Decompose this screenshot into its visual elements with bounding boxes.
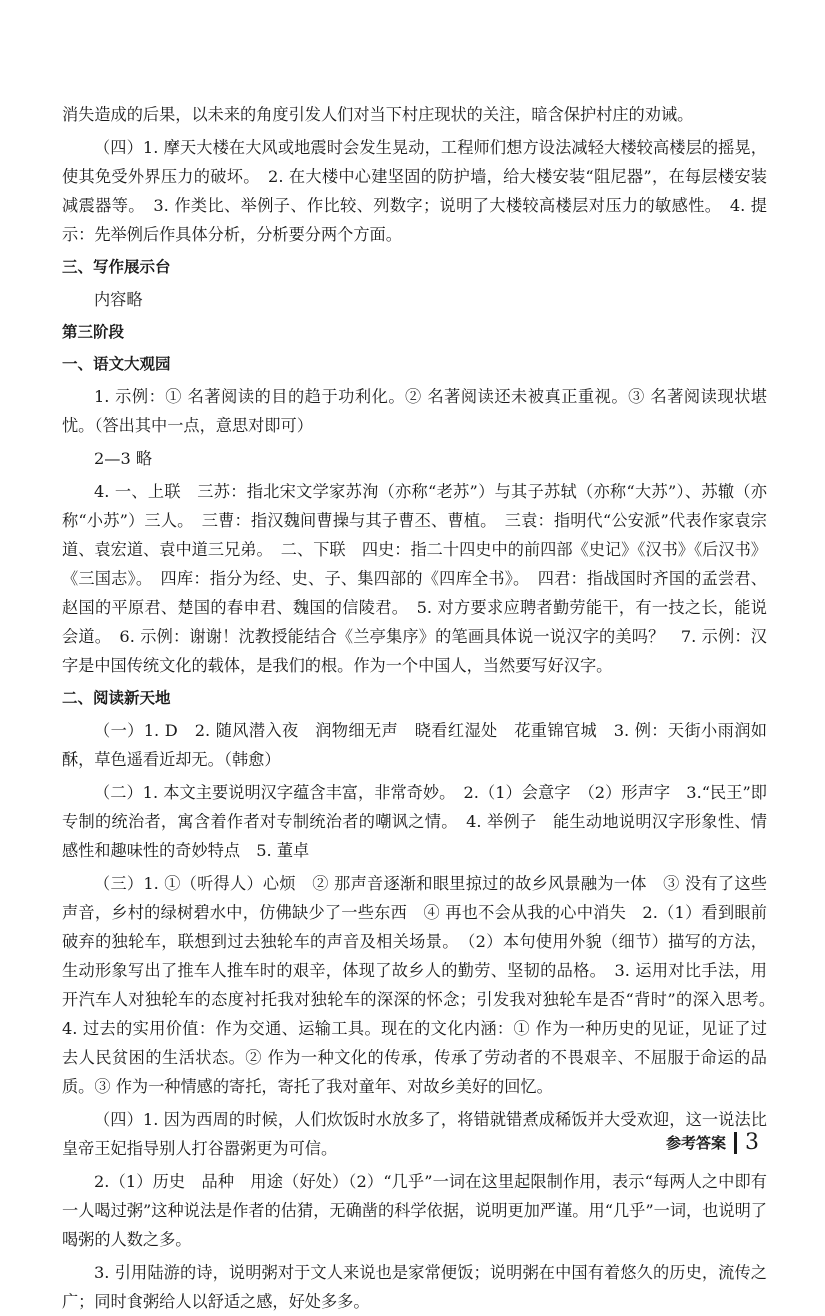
paragraph-reading-three: （三）1. ①（听得人）心烦 ② 那声音逐渐和眼里掠过的故乡风景融为一体 ③ 没有了这些声音，乡村的绿树碧水中，仿佛缺少了一些东西 ④ 再也不会从我的心中消失 2.（1）看到眼前破弃的独轮车，联想到过去独轮车的声音及相关场景。 （2）本句使用外貌（细节）描写的方法，生动形象写出了推车人推车时的艰辛，体现了故乡人的勤劳、坚韧的品格。 3. 运用对比手法，用开汽车人对独轮车的态度衬托我对独轮车的深深的怀念；引发我对独轮车是否“背时”的深入思考。 4. 过去的实用价值：作为交通、运输工具。现在的文化内涵：① 作为一种历史的见证，见证了过去人民贫困的生活状态。② 作为一种文化的传承，传承了劳动者的不畏艰辛、不屈服于命运的品质。③ 作为一种情感的寄托，寄托了我对童年、对故乡美好的回忆。 (62, 874, 784, 1096)
page-number: 3 (745, 1130, 759, 1155)
paragraph-classics-reading: 1. 示例：① 名著阅读的目的趋于功利化。② 名著阅读还未被真正重视。③ 名著阅读现状堪忧。（答出其中一点，意思对即可） (62, 387, 767, 435)
paragraph-reading-four: （四）1. 因为西周的时候，人们炊饭时水放多了，将错就错煮成稀饭并大受欢迎，这一说法比皇帝王妃指导别人打谷嚣粥更为可信。 (62, 1110, 767, 1158)
heading-chinese-garden: 一、语文大观园 (62, 355, 171, 373)
page-footer (666, 1130, 759, 1155)
paragraph-reading-two: （二）1. 本文主要说明汉字蕴含丰富，非常奇妙。 2.（1）会意字 （2）形声字 3.“民王”即专制的统治者，寓含着作者对专制统治者的嘲讽之情。 4. 举例子 能生动地说明汉字形象性、情感性和趣味性的奇妙特点 5. 董卓 (62, 783, 767, 860)
paragraph-content-omitted: 内容略 (94, 290, 143, 309)
footer-divider (734, 1132, 737, 1154)
heading-writing-showcase: 三、写作展示台 (62, 258, 171, 276)
paragraph-porridge-two: 2.（1）历史 品种 用途（好处）（2）“几乎”一词在这里起限制作用，表示“每两人之中即有一人喝过粥”这种说法是作者的估猜，无确凿的科学依据，说明更加严谨。用“几乎”一词，也说明了喝粥的人数之多。 (62, 1172, 767, 1249)
footer-label: 参考答案 (665, 1134, 726, 1152)
paragraph-items-omitted: 2—3 略 (94, 449, 153, 468)
paragraph-skyscraper-answers: （四）1. 摩天大楼在大风或地震时会发生晃动，工程师们想方设法减轻大楼较高楼层的摇晃，使其免受外界压力的破坏。 2. 在大楼中心建坚固的防护墙，给大楼安装“阻尼器”，在每层楼安装减震器等。 3. 作类比、举例子、作比较、列数字；说明了大楼较高楼层对压力的敏感性。 4. 提示：先举例后作具体分析，分析要分两个方面。 (62, 138, 767, 244)
paragraph-village-conclusion: 消失造成的后果，以未来的角度引发人们对当下村庄现状的关注，暗含保护村庄的劝诫。 (62, 105, 694, 124)
heading-reading-world: 二、阅读新天地 (62, 689, 171, 707)
paragraph-porridge-three: 3. 引用陆游的诗，说明粥对于文人来说也是家常便饭；说明粥在中国有着悠久的历史，流传之广；同时食粥给人以舒适之感，好处多多。 (62, 1263, 767, 1311)
paragraph-couplet-answers: 4. 一、上联 三苏：指北宋文学家苏洵（亦称“老苏”）与其子苏轼（亦称“大苏”）、苏辙（亦称“小苏”）三人。 三曹：指汉魏间曹操与其子曹丕、曹植。 三袁：指明代“公安派”代表作家袁宗道、袁宏道、袁中道三兄弟。 二、下联 四史：指二十四史中的前四部《史记》《汉书》《后汉书》《三国志》。 四库：指分为经、史、子、集四部的《四库全书》。 四君：指战国时齐国的孟尝君、赵国的平原君、楚国的春申君、魏国的信陵君。 5. 对方要求应聘者勤劳能干，有一技之长，能说会道。 6. 示例：谢谢！沈教授能结合《兰亭集序》的笔画具体说一说汉字的美吗？ 7. 示例：汉字是中国传统文化的载体，是我们的根。作为一个中国人，当然要写好汉字。 (62, 482, 767, 675)
heading-stage-three: 第三阶段 (62, 323, 125, 341)
paragraph-reading-one: （一）1. D 2. 随风潜入夜 润物细无声 晓看红湿处 花重锦官城 3. 例：天街小雨润如酥，草色遥看近却无。（韩愈） (62, 721, 767, 769)
